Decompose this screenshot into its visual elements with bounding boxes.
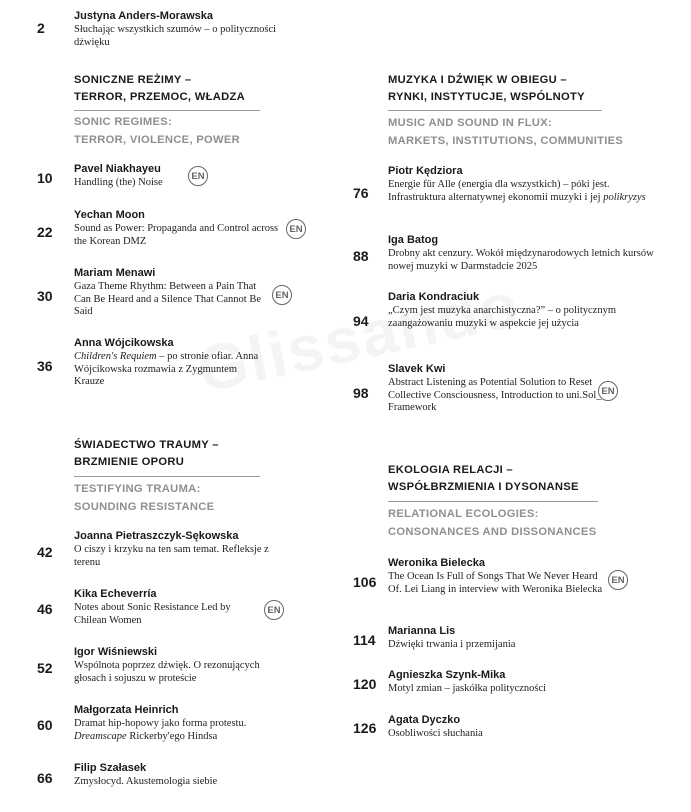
author: Justyna Anders-Morawska	[74, 10, 213, 22]
author: Anna Wójcikowska	[74, 337, 174, 349]
author: Weronika Bielecka	[388, 557, 486, 569]
toc-entry[interactable]	[74, 336, 264, 389]
section-title-pl: MUZYKA I DŹWIĘK W OBIEGU –	[388, 74, 567, 86]
toc-entry[interactable]	[388, 233, 658, 273]
entry-title: O ciszy i krzyku na ten sam temat. Refleksje z terenu	[74, 544, 269, 568]
page-number: 60	[37, 717, 53, 733]
page-number: 10	[37, 170, 53, 186]
entry-title: Wspólnota poprzez dźwięk. O rezonujących głosach i sojuszu w proteście	[74, 660, 260, 684]
section-title-en: SOUNDING RESISTANCE	[74, 501, 215, 513]
title-text: Energie für Alle (energia dla wszystkich) – póki jest. Infrastruktura alternatywnej ekonomii muzyki i jej	[388, 179, 610, 203]
page-number: 46	[37, 601, 53, 617]
page-number: 66	[37, 770, 53, 786]
toc-entry[interactable]	[74, 162, 274, 190]
toc-entry[interactable]	[388, 290, 628, 330]
page-number: 22	[37, 224, 53, 240]
entry-title: Handling (the) Noise	[74, 177, 163, 188]
entry-title: Dźwięki trwania i przemijania	[388, 639, 516, 650]
en-language-badge: EN	[286, 219, 306, 239]
toc-entry[interactable]	[74, 703, 304, 743]
toc-entry[interactable]	[74, 645, 294, 685]
author: Filip Szałasek	[74, 762, 147, 774]
toc-entry[interactable]	[74, 587, 259, 627]
en-language-badge: EN	[598, 381, 618, 401]
author: Mariam Menawi	[74, 267, 156, 279]
section-title-pl: RYNKI, INSTYTUCJE, WSPÓLNOTY	[388, 91, 585, 103]
author: Marianna Lis	[388, 625, 456, 637]
title-rest: – po stronie ofiar. Anna Wójcikowska rozmawia z Zygmuntem Krauze	[74, 351, 259, 387]
entry-title: Notes about Sonic Resistance Led by Chilean Women	[74, 602, 231, 626]
toc-entry[interactable]	[388, 624, 628, 652]
section-divider	[74, 110, 260, 111]
page-number: 52	[37, 660, 53, 676]
section-title-en: TESTIFYING TRAUMA:	[74, 483, 201, 495]
entry-title	[74, 351, 264, 389]
page-number: 2	[37, 20, 45, 36]
page-number: 30	[37, 288, 53, 304]
toc-entry[interactable]	[74, 529, 279, 569]
entry-title: Słuchając wszystkich szumów – o polityczności dźwięku	[74, 24, 277, 48]
author: Pavel Niakhayeu	[74, 163, 161, 175]
entry-title	[74, 718, 304, 743]
author: Małgorzata Heinrich	[74, 704, 179, 716]
title-italic: Dreamscape	[74, 730, 127, 742]
toc-entry[interactable]	[388, 668, 628, 696]
page-number: 76	[353, 185, 369, 201]
section-title-en: TERROR, VIOLENCE, POWER	[74, 134, 241, 146]
section-divider	[74, 476, 260, 477]
en-language-badge: EN	[188, 166, 208, 186]
entry-title: Drobny akt cenzury. Wokół międzynarodowych letnich kursów nowej muzyki w Darmstadcie 2025	[388, 248, 654, 272]
entry-title: Osobliwości słuchania	[388, 728, 483, 739]
page-number: 88	[353, 248, 369, 264]
section-title-en: MARKETS, INSTITUTIONS, COMMUNITIES	[388, 135, 624, 147]
entry-title: „Czym jest muzyka anarchistyczna?” – o politycznym zaangażowaniu muzyki w aspekcie jej użycia	[388, 305, 617, 329]
title-italic: polikryzys	[603, 191, 646, 203]
section-divider	[388, 501, 598, 502]
entry-title: Abstract Listening as Potential Solution to Reset Collective Consciousness, Introduction to uni.Sol_ Framework	[388, 377, 602, 413]
author: Yechan Moon	[74, 209, 145, 221]
author: Igor Wiśniewski	[74, 646, 158, 658]
toc-entry[interactable]	[74, 761, 304, 789]
entry-title: Zmysłocyd. Akustemologia siebie	[74, 776, 218, 787]
author: Agnieszka Szynk-Mika	[388, 669, 506, 681]
section-title-en: MUSIC AND SOUND IN FLUX:	[388, 117, 553, 129]
entry-title: Sound as Power: Propaganda and Control across the Korean DMZ	[74, 223, 279, 247]
toc-entry[interactable]	[74, 266, 264, 319]
page-number: 120	[353, 676, 377, 692]
title-italic: Children's Requiem	[74, 351, 157, 362]
section-title-pl: SONICZNE REŻIMY –	[74, 74, 192, 86]
section-title-en: RELATIONAL ECOLOGIES:	[388, 508, 539, 520]
author: Kika Echeverría	[74, 588, 157, 600]
author: Daria Kondraciuk	[388, 291, 480, 303]
page-number: 94	[353, 313, 369, 329]
page-number: 98	[353, 385, 369, 401]
toc-entry[interactable]	[388, 713, 628, 741]
entry-title	[388, 179, 648, 204]
page-number: 36	[37, 358, 53, 374]
title-line: Dramat hip-hopowy jako forma protestu.	[74, 718, 247, 729]
toc-entry[interactable]	[388, 164, 648, 204]
page-number: 106	[353, 574, 377, 590]
section-title-en: CONSONANCES AND DISSONANCES	[388, 526, 597, 538]
author: Joanna Pietraszczyk-Sękowska	[74, 530, 239, 542]
section-title-pl: WSPÓŁBRZMIENIA I DYSONANSE	[388, 481, 579, 493]
toc-entry[interactable]	[388, 362, 614, 415]
section-title-en: SONIC REGIMES:	[74, 116, 173, 128]
en-language-badge: EN	[272, 285, 292, 305]
section-divider	[388, 110, 602, 111]
section-title-pl: TERROR, PRZEMOC, WŁADZA	[74, 91, 245, 103]
page-number: 114	[353, 632, 376, 648]
entry-title: Motyl zmian – jaskółka polityczności	[388, 683, 547, 694]
en-language-badge: EN	[608, 570, 628, 590]
author: Piotr Kędziora	[388, 165, 463, 177]
toc-entry[interactable]	[74, 208, 286, 248]
en-language-badge: EN	[264, 600, 284, 620]
section-title-pl: ŚWIADECTWO TRAUMY –	[74, 439, 219, 451]
entry-title: The Ocean Is Full of Songs That We Never Heard Of. Lei Liang in interview with Weronika Bielecka	[388, 571, 603, 595]
toc-entry[interactable]	[74, 9, 314, 49]
author: Slavek Kwi	[388, 363, 446, 375]
page-number: 126	[353, 720, 377, 736]
author: Iga Batog	[388, 234, 439, 246]
section-title-pl: EKOLOGIA RELACJI –	[388, 464, 513, 476]
title-rest: Rickerby'ego Hindsa	[126, 730, 218, 742]
page-number: 42	[37, 544, 53, 560]
author: Agata Dyczko	[388, 714, 461, 726]
section-title-pl: BRZMIENIE OPORU	[74, 456, 185, 468]
toc-entry[interactable]	[388, 556, 606, 596]
entry-title: Gaza Theme Rhythm: Between a Pain That Can Be Heard and a Silence That Cannot Be Said	[74, 281, 262, 317]
